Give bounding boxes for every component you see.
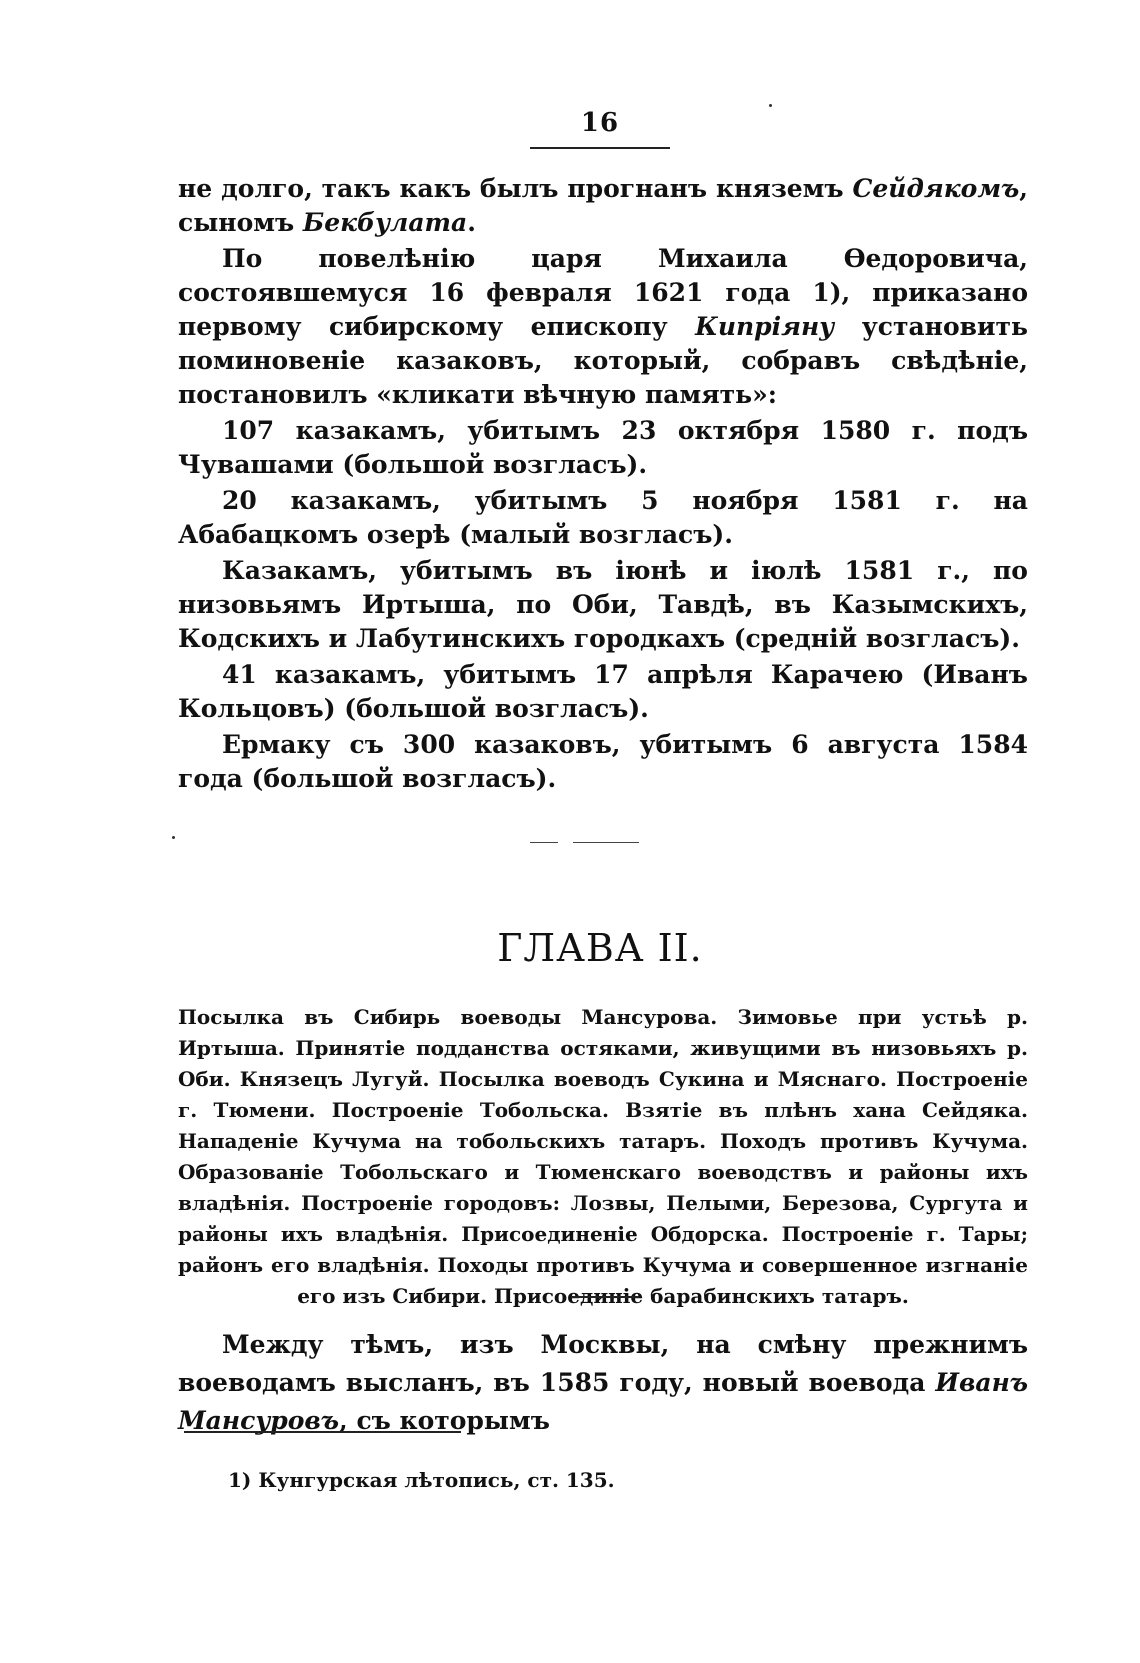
chapter-title: ГЛАВА II. <box>497 926 703 970</box>
paragraph: 107 казакамъ, убитымъ 23 октября 1580 г. подъ Чувашами (большой возгласъ). <box>178 416 1028 479</box>
paragraph-text: , сыномъ <box>178 174 1028 237</box>
paragraph-text: По повелѣнію царя Михаила Ѳедоровича, состоявшемуся 16 февраля 1621 года 1), приказано первому сибирскому епископу <box>178 244 1028 341</box>
paragraph-text: установить поминовеніе казаковъ, который, собравъ свѣдѣніе, постановилъ «кликати вѣчную память»: <box>178 312 1028 409</box>
paragraph: Казакамъ, убитымъ въ іюнѣ и іюлѣ 1581 г., по низовьямъ Иртыша, по Оби, Тавдѣ, въ Казымскихъ, Кодскихъ и Лабутинскихъ городкахъ (средній возгласъ). <box>178 556 1028 653</box>
synopsis-divider <box>571 1296 639 1298</box>
paragraph-text: . <box>467 208 476 237</box>
person-name: Иванъ Мансуровъ <box>178 1368 1028 1435</box>
person-name: Сейдякомъ <box>852 174 1020 203</box>
paragraph-text: не долго, такъ какъ былъ прогнанъ княземъ <box>178 174 853 203</box>
paragraph-text: Между тѣмъ, изъ Москвы, на смѣну прежнимъ воеводамъ высланъ, въ 1585 году, новый воевода <box>178 1330 1028 1397</box>
section-divider <box>530 842 558 843</box>
chapter-synopsis: Посылка въ Сибирь воеводы Мансурова. Зимовье при устьѣ р. Иртыша. Принятіе подданства остяками, живущими въ низовьяхъ р. Оби. Князецъ Лугуй. Посылка воеводъ Сукина и Мяснаго. Построеніе г. Тюмени. Построеніе Тобольска. Взятіе въ плѣнъ хана Сейдяка. Нападеніе Кучума на тобольскихъ татаръ. Походъ противъ Кучума. Образованіе Тобольскаго и Тюменскаго воеводствъ и районы ихъ владѣнія. Построеніе городовъ: Лозвы, Пелыми, Березова, Сургута и районы ихъ владѣнія. Присоединеніе Обдорска. Построеніе г. Тары; районъ его владѣнія. Походы противъ Кучума и совершенное изгнаніе его изъ Сибири. Присоединіе барабинскихъ татаръ. <box>178 1005 1028 1308</box>
person-name: Кипріяну <box>695 312 835 341</box>
person-name: Бекбулата <box>302 208 468 237</box>
paragraph <box>178 172 1028 240</box>
print-speck <box>769 104 772 107</box>
paragraph: Ермаку съ 300 казаковъ, убитымъ 6 августа 1584 года (большой возгласъ). <box>178 730 1028 793</box>
paragraph <box>178 242 1028 412</box>
paragraph-text: , съ которымъ <box>339 1406 550 1435</box>
paragraph: 41 казакамъ, убитымъ 17 апрѣля Карачею (Иванъ Кольцовъ) (большой возгласъ). <box>178 660 1028 723</box>
chapter-two-opening <box>178 1326 1028 1440</box>
chapter-one-text <box>178 172 1028 798</box>
paragraph: 20 казакамъ, убитымъ 5 ноября 1581 г. на Абабацкомъ озерѣ (малый возгласъ). <box>178 486 1028 549</box>
page-number-rule <box>530 147 670 149</box>
section-divider <box>573 842 639 843</box>
footnote-rule <box>184 1431 461 1433</box>
print-speck <box>172 836 175 839</box>
footnote: 1) Кунгурская лѣтопись, ст. 135. <box>228 1468 615 1492</box>
page-number: 16 <box>580 108 620 138</box>
